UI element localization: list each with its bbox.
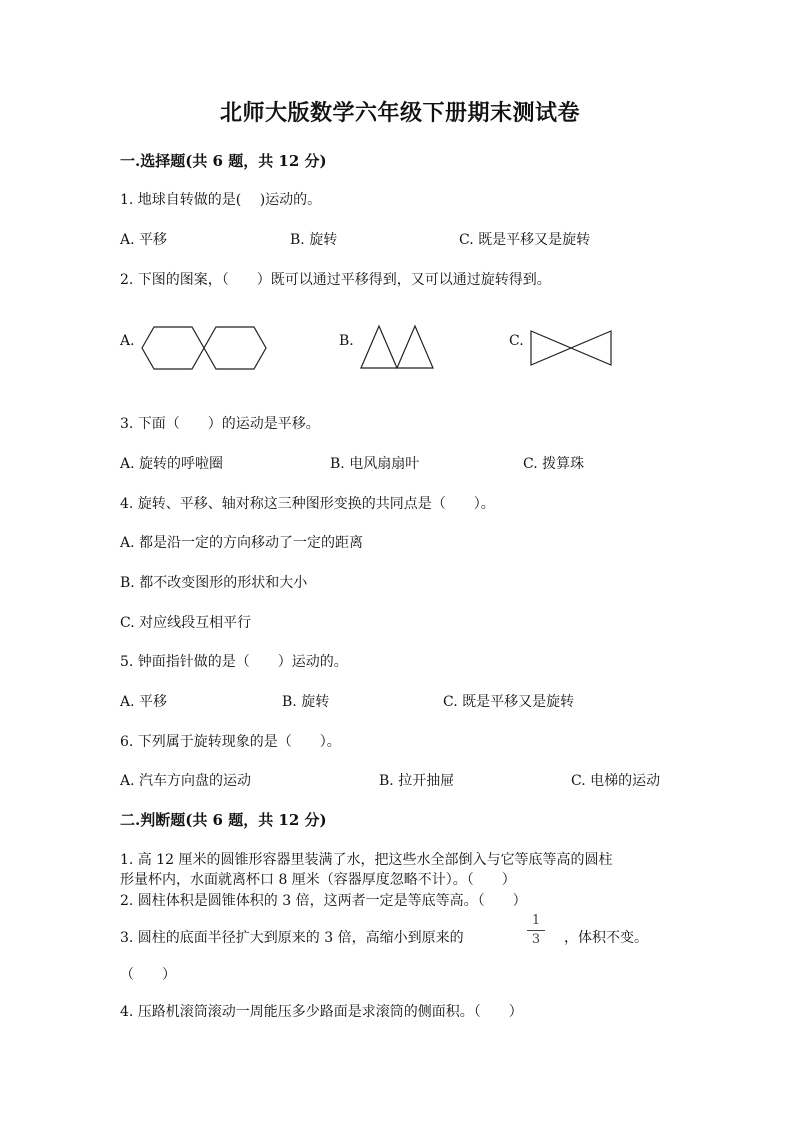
bowtie-icon[interactable] <box>528 328 614 368</box>
question-1-option-a[interactable]: A. 平移 <box>120 232 168 248</box>
question-4-option-a[interactable]: A. 都是沿一定的方向移动了一定的距离 <box>120 535 364 551</box>
question-4-option-c[interactable]: C. 对应线段互相平行 <box>120 615 252 631</box>
question-3-option-a[interactable]: A. 旋转的呼啦圈 <box>120 456 224 472</box>
fraction-denominator: 3 <box>531 932 541 947</box>
question-5-option-c[interactable]: C. 既是平移又是旋转 <box>443 694 575 710</box>
judgment-1-line-1: 1. 高 12 厘米的圆锥形容器里装满了水，把这些水全部倒入与它等底等高的圆柱 <box>120 852 613 868</box>
question-1-option-c[interactable]: C. 既是平移又是旋转 <box>459 232 591 248</box>
question-2-figure-a-label[interactable]: A. <box>120 333 135 349</box>
question-4-option-b[interactable]: B. 都不改变图形的形状和大小 <box>120 575 308 591</box>
judgment-3-answer-paren: （ ） <box>120 967 176 983</box>
question-6-stem: 6. 下列属于旋转现象的是（ ）。 <box>120 734 341 750</box>
section-heading-choice: 一.选择题(共 6 题，共 12 分) <box>120 152 327 170</box>
section-heading-judgment: 二.判断题(共 6 题，共 12 分) <box>120 811 327 829</box>
question-3-option-c[interactable]: C. 拨算珠 <box>523 456 585 472</box>
judgment-3-text-before: 3. 圆柱的底面半径扩大到原来的 3 倍，高缩小到原来的 <box>120 930 464 946</box>
question-4-stem: 4. 旋转、平移、轴对称这三种图形变换的共同点是（ ）。 <box>120 496 495 512</box>
fraction-bar <box>527 930 545 931</box>
question-1-stem: 1. 地球自转做的是( )运动的。 <box>120 192 322 208</box>
question-3-option-b[interactable]: B. 电风扇扇叶 <box>330 456 420 472</box>
fraction-numerator: 1 <box>531 913 541 928</box>
two-hexagons-icon[interactable] <box>140 324 268 372</box>
judgment-4: 4. 压路机滚筒滚动一周能压多少路面是求滚筒的侧面积。（ ） <box>120 1004 523 1020</box>
question-6-option-c[interactable]: C. 电梯的运动 <box>571 773 661 789</box>
judgment-3-fraction <box>527 913 545 948</box>
question-2-stem: 2. 下图的图案，（ ）既可以通过平移得到，又可以通过旋转得到。 <box>120 272 551 288</box>
question-3-stem: 3. 下面（ ）的运动是平移。 <box>120 416 320 432</box>
question-6-option-b[interactable]: B. 拉开抽屉 <box>379 773 455 789</box>
question-2-figure-b-label[interactable]: B. <box>339 333 354 349</box>
question-5-stem: 5. 钟面指针做的是（ ）运动的。 <box>120 654 348 670</box>
question-5-option-b[interactable]: B. 旋转 <box>282 694 330 710</box>
page-title: 北师大版数学六年级下册期末测试卷 <box>219 100 580 126</box>
question-6-option-a[interactable]: A. 汽车方向盘的运动 <box>120 773 252 789</box>
question-1-option-b[interactable]: B. 旋转 <box>290 232 338 248</box>
judgment-1-line-2: 形量杯内，水面就离杯口 8 厘米（容器厚度忽略不计）。（ ） <box>120 872 516 888</box>
two-triangles-icon[interactable] <box>358 322 438 372</box>
question-5-option-a[interactable]: A. 平移 <box>120 694 168 710</box>
question-2-figure-c-label[interactable]: C. <box>509 333 524 349</box>
judgment-3-text-after: ，体积不变。 <box>564 930 648 946</box>
judgment-2: 2. 圆柱体积是圆锥体积的 3 倍，这两者一定是等底等高。（ ） <box>120 893 527 909</box>
